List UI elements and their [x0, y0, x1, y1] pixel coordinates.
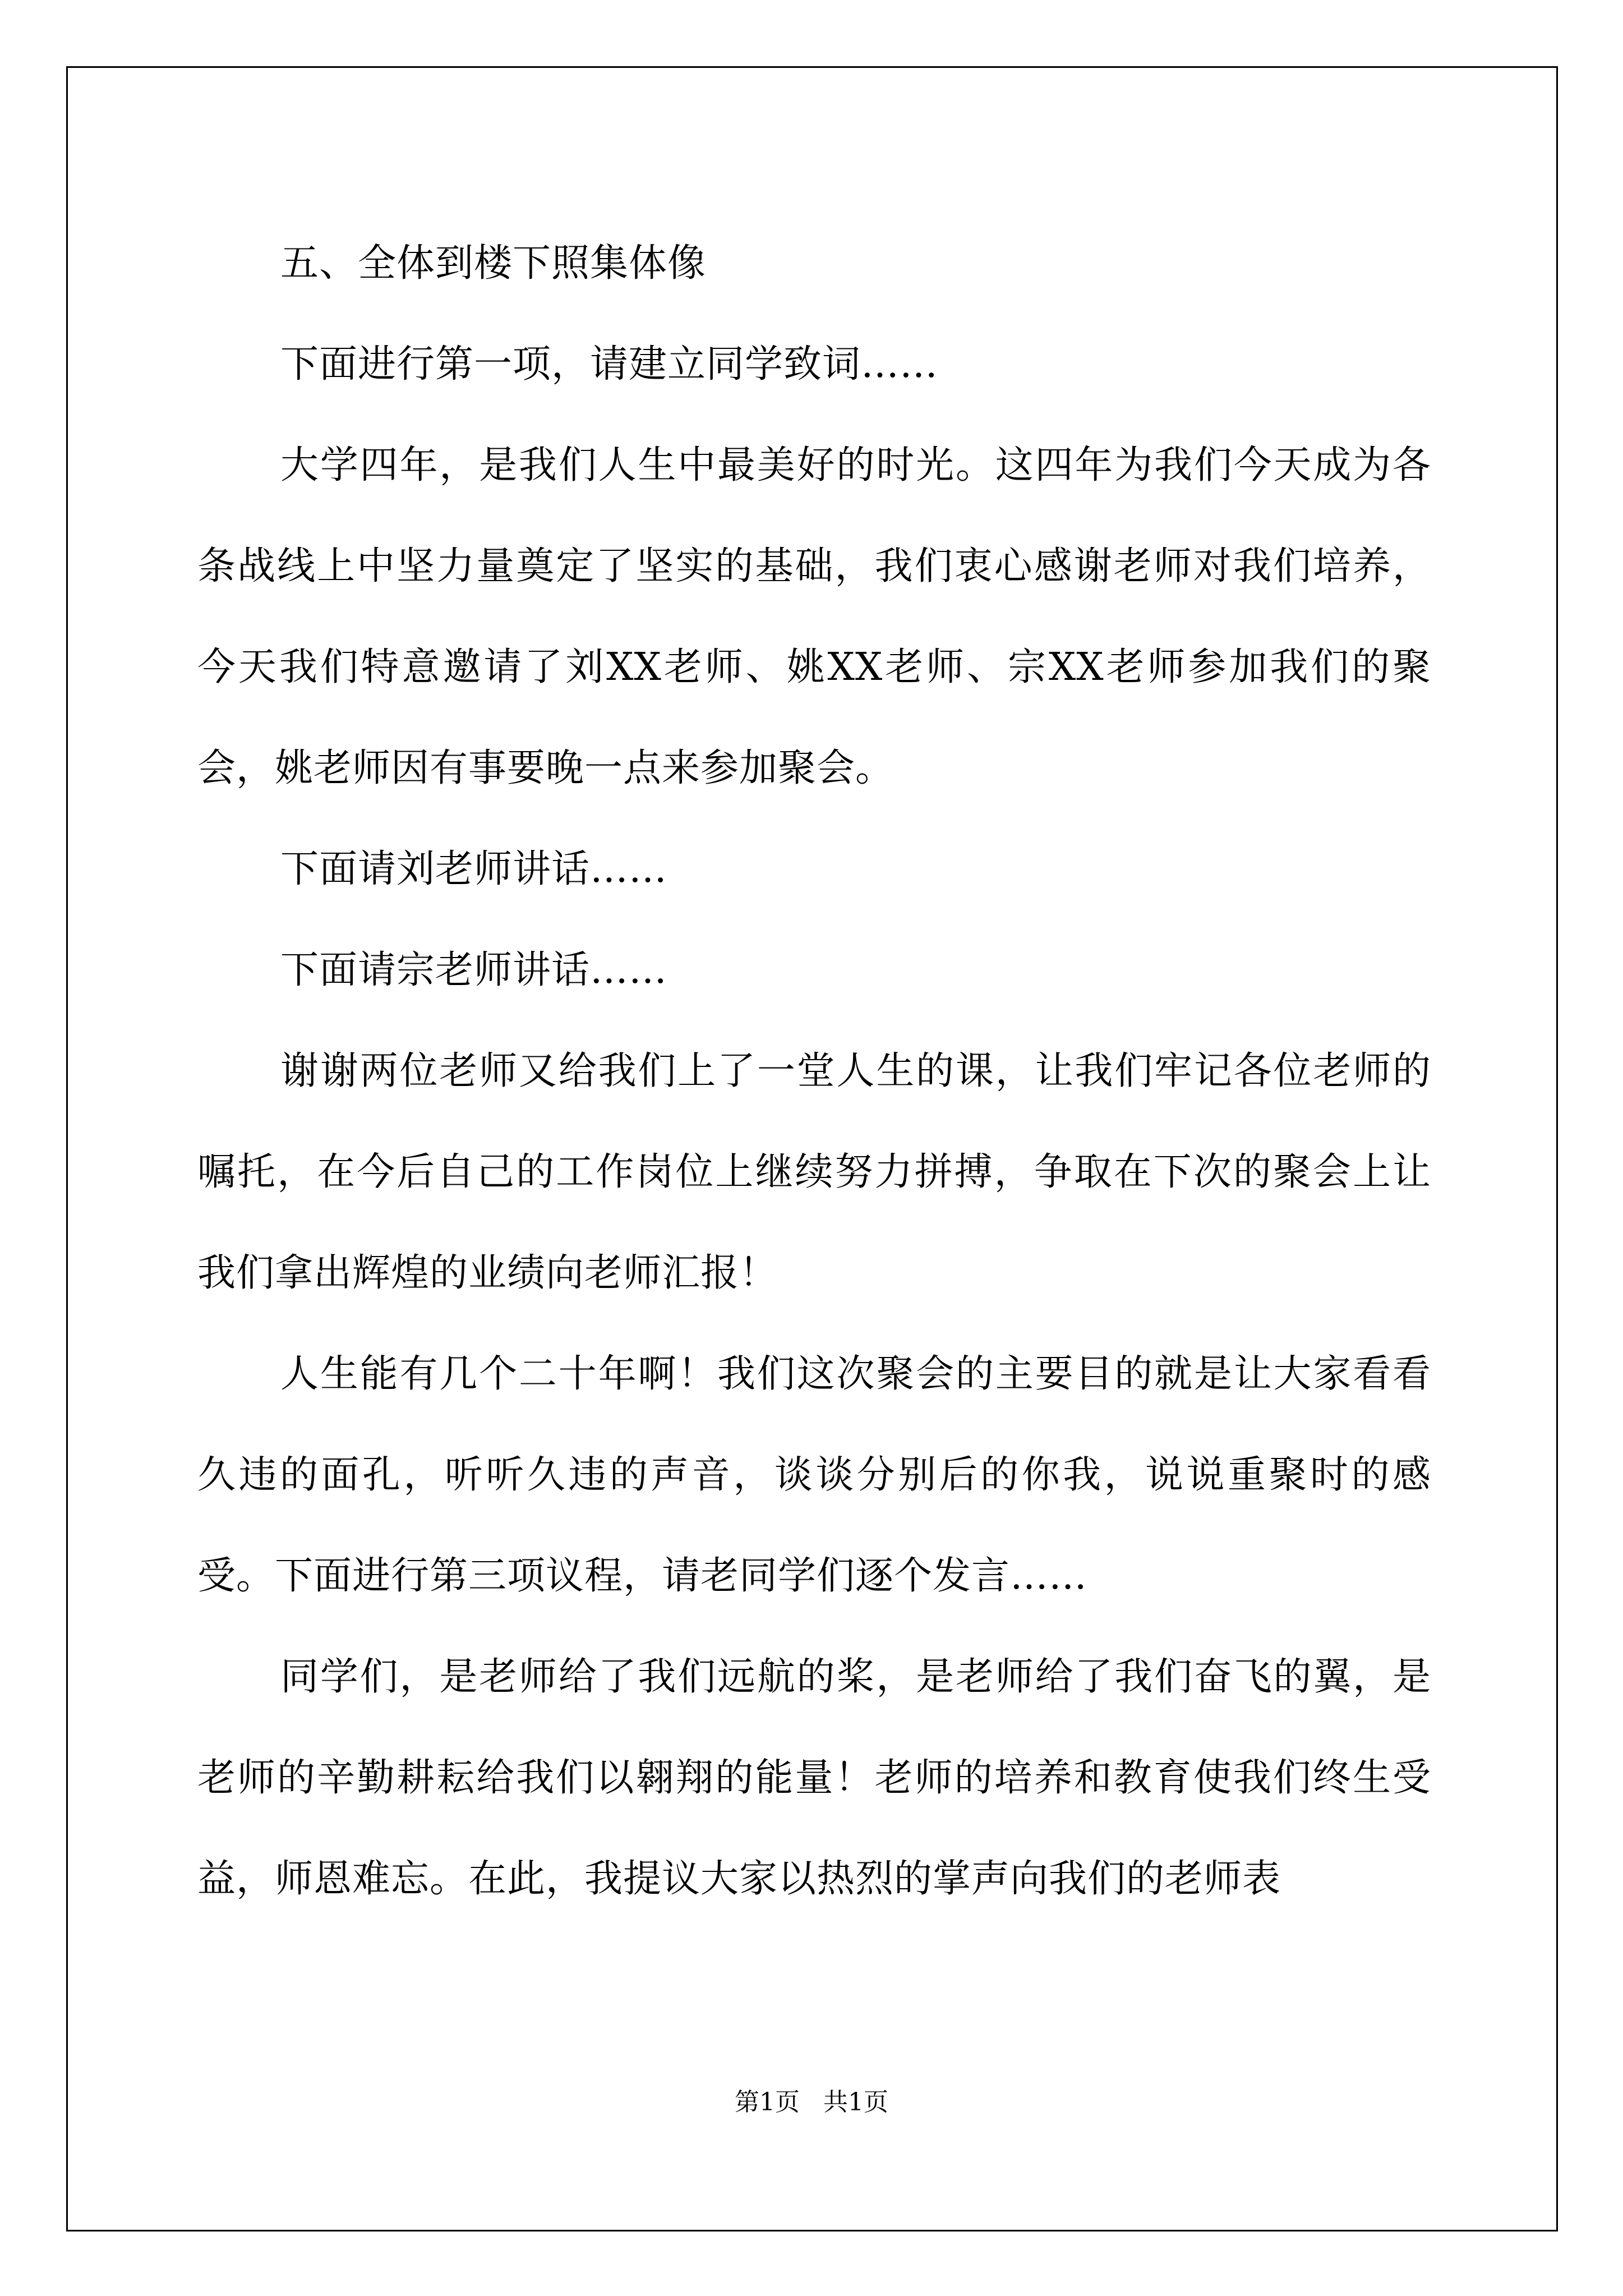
page-number: 第1页 — [735, 2088, 800, 2116]
paragraph: 大学四年，是我们人生中最美好的时光。这四年为我们今天成为各条战线上中坚力量奠定了坚实的基础，我们衷心感谢老师对我们培养，今天我们特意邀请了刘XX老师、姚XX老师、宗XX老师参加我们的聚会，姚老师因有事要晚一点来参加聚会。 — [197, 443, 1431, 790]
document-body — [197, 213, 1431, 1930]
paragraph: 下面请刘老师讲话…… — [280, 847, 668, 891]
paragraph: 人生能有几个二十年啊！我们这次聚会的主要目的就是让大家看看久违的面孔，听听久违的声音，谈谈分别后的你我，说说重聚时的感受。下面进行第三项议程，请老同学们逐个发言…… — [197, 1352, 1431, 1598]
paragraph: 同学们，是老师给了我们远航的桨，是老师给了我们奋飞的翼，是老师的辛勤耕耘给我们以翱翔的能量！老师的培养和教育使我们终生受益，师恩难忘。在此，我提议大家以热烈的掌声向我们的老师表 — [197, 1655, 1431, 1901]
page-total: 共1页 — [823, 2088, 888, 2116]
paragraph: 五、全体到楼下照集体像 — [280, 241, 707, 286]
paragraph: 下面进行第一项，请建立同学致词…… — [280, 342, 939, 386]
paragraph: 谢谢两位老师又给我们上了一堂人生的课，让我们牢记各位老师的嘱托，在今后自己的工作岗位上继续努力拼搏，争取在下次的聚会上让我们拿出辉煌的业绩向老师汇报！ — [197, 1049, 1431, 1295]
paragraph: 下面请宗老师讲话…… — [280, 948, 668, 992]
page-footer — [0, 2086, 1623, 2119]
